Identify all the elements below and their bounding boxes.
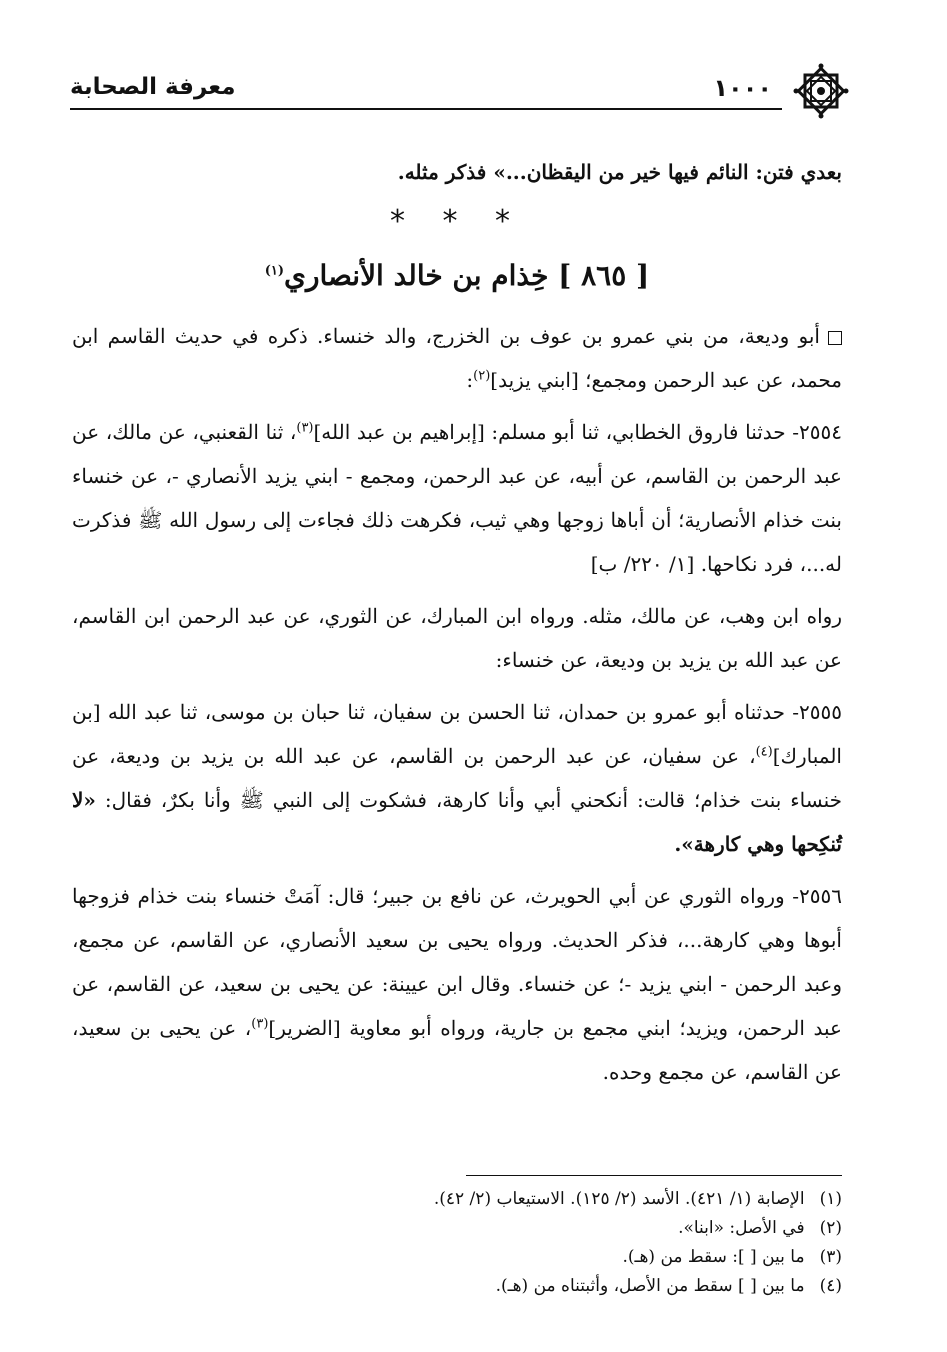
hadith-text-cont: ، عن سفيان، عن عبد الرحمن بن القاسم، عن عبد الله بن يزيد بن وديعة، عن خنساء بنت خذام؛ قالت: أنكحني أبي وأنا كارهة، فشكوت إلى النبي ﷺ وأنا بكرٌ، فقال: bbox=[72, 744, 843, 812]
footnote-ref: (٣) bbox=[296, 420, 314, 436]
hadith-text-cont: ، عن يحيى بن سعيد، عن القاسم، عن مجمع وحده. bbox=[72, 1016, 842, 1084]
footnote-ref: (٣) bbox=[251, 1016, 269, 1032]
footnote-item bbox=[72, 1214, 842, 1243]
hadith-number: ٢٥٥٥ bbox=[799, 700, 842, 724]
biography-tail: : bbox=[466, 368, 474, 392]
footnote-text: ما بين [ ] سقط من الأصل، وأثبتناه من (هـ). bbox=[495, 1276, 805, 1296]
footnote-number: (٣) bbox=[819, 1247, 842, 1267]
footnote-ref: (٢) bbox=[473, 368, 491, 384]
hadith-2555 bbox=[72, 690, 842, 866]
entry-biography bbox=[72, 314, 842, 402]
hadith-text: - ورواه الثوري عن أبي الحويرث، عن نافع بن جبير؛ قال: آمَتْ خنساء بنت خذام فزوجها أبوها وهي كارهة...، فذكر الحديث. ورواه يحيى بن سعيد الأنصاري، عن القاسم، عن مجمع، وعبد الرحمن - ابني يزيد -؛ عن خنساء. وقال ابن عيينة: عن يحيى بن سعيد، عن القاسم، عن عبد الرحمن، ويزيد؛ ابني مجمع بن جارية، ورواه أبو معاوية [الضرير] bbox=[72, 884, 842, 1040]
footnote-text: في الأصل: «ابنا». bbox=[678, 1218, 805, 1238]
footnote-ref: (١) bbox=[264, 263, 285, 279]
footnote-item bbox=[72, 1272, 842, 1301]
narration-note: رواه ابن وهب، عن مالك، مثله. ورواه ابن المبارك، عن الثوري، عن عبد الرحمن ابن القاسم، عن عبد الله بن يزيد بن وديعة، عن خنساء: bbox=[72, 604, 842, 672]
main-text bbox=[72, 150, 842, 1102]
header-rule bbox=[70, 108, 782, 110]
footnote-number: (٢) bbox=[819, 1218, 842, 1238]
running-title: معرفة الصحابة bbox=[70, 74, 236, 100]
hadith-number: ٢٥٥٤ bbox=[799, 420, 842, 444]
footnote-item bbox=[72, 1243, 842, 1272]
footnote-ref: (٤) bbox=[755, 744, 773, 760]
hadith-2556 bbox=[72, 874, 842, 1094]
hadith-text: - حدثناه أبو عمرو بن حمدان، ثنا الحسن بن سفيان، ثنا حبان بن موسى، ثنا عبد الله [بن المبارك] bbox=[72, 700, 842, 768]
footnote-rule bbox=[466, 1175, 842, 1176]
footnote-text: ما بين [ ]: سقط من (هـ). bbox=[622, 1247, 805, 1267]
footnote-number: (٤) bbox=[819, 1276, 842, 1296]
square-box-icon bbox=[828, 331, 842, 345]
intro-line: بعدي فتن: النائم فيها خير من اليقظان...» فذكر مثله. bbox=[397, 160, 842, 184]
footnote-item bbox=[72, 1185, 842, 1214]
prophetic-quote: «لا تُنكِحها وهي كارهة». bbox=[72, 788, 842, 856]
biography-text: أبو وديعة، من بني عمرو بن عوف بن الخزرج، والد خنساء. ذكره في حديث القاسم ابن محمد، عن عبد الرحمن ومجمع؛ [ابني يزيد] bbox=[72, 324, 842, 392]
hadith-number: ٢٥٥٦ bbox=[799, 884, 842, 908]
hadith-2554 bbox=[72, 410, 842, 586]
entry-title-text: [ ٨٦٥ ] خِذام بن خالد الأنصاري bbox=[284, 259, 650, 292]
hadith-text: - حدثنا فاروق الخطابي، ثنا أبو مسلم: [إبراهيم بن عبد الله] bbox=[313, 420, 800, 444]
entry-title bbox=[72, 248, 842, 304]
octagonal-star-ornament-icon bbox=[792, 62, 850, 120]
hadith-text-cont: ، ثنا القعنبي، عن مالك، عن عبد الرحمن بن القاسم، عن أبيه، عن عبد الرحمن، ومجمع - ابني يزيد الأنصاري -، عن خنساء بنت خذام الأنصارية؛ أن أباها زوجها وهي ثيب، فكرهت ذلك فجاءت إلى رسول الله ﷺ فذكرت له...، فرد نكاحها. [١/ ٢٢٠/ ب] bbox=[72, 420, 842, 576]
page-number: ١٠٠٠ bbox=[713, 74, 772, 102]
section-separator: * * * bbox=[389, 204, 525, 239]
footnote-text: الإصابة (١/ ٤٢١). الأسد (٢/ ١٢٥). الاستيعاب (٢/ ٤٢). bbox=[433, 1189, 805, 1209]
footnote-number: (١) bbox=[819, 1189, 842, 1209]
page-header bbox=[70, 62, 850, 120]
footnotes bbox=[72, 1185, 842, 1301]
